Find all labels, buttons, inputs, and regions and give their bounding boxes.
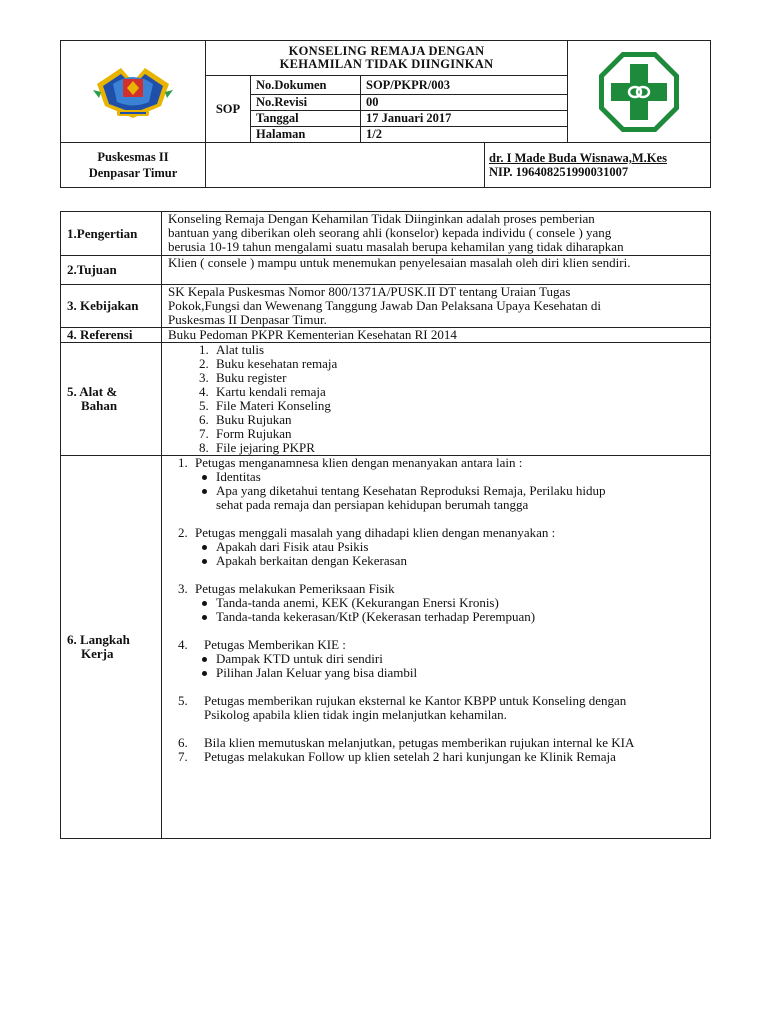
row-pengertian: [61, 212, 711, 256]
step-5-line-1: Petugas memberikan rujukan eksternal ke Kantor KBPP untuk Konseling dengan: [204, 693, 627, 708]
kebijakan-line-1: SK Kepala Puskesmas Nomor 800/1371A/PUSK.II DT tentang Uraian Tugas: [168, 284, 571, 299]
langkah-label-line-1: 6. Langkah: [67, 632, 130, 647]
value-kebijakan: [162, 285, 711, 328]
row-tujuan: [61, 256, 711, 285]
list-item: 3. Buku register: [212, 371, 704, 385]
row-langkah-kerja: [61, 456, 711, 839]
bullet-item: Dampak KTD untuk diri sendiri: [200, 652, 704, 666]
list-item: 8. File jejaring PKPR: [212, 441, 704, 455]
org-line-1: Puskesmas II: [97, 150, 169, 164]
step-text: Bila klien memutuskan melanjutkan, petugas memberikan rujukan internal ke KIA: [204, 735, 635, 750]
step-6: [168, 736, 704, 750]
signer-block: [485, 143, 711, 188]
label-alat-bahan: [61, 343, 162, 456]
bullet-item: Apakah berkaitan dengan Kekerasan: [200, 554, 704, 568]
step-2: [168, 526, 704, 540]
label-tujuan: 2.Tujuan: [61, 256, 162, 285]
bullet-item: Tanda-tanda anemi, KEK (Kekurangan Enersi Kronis): [200, 596, 704, 610]
meta-value-no-dokumen: SOP/PKPR/003: [361, 76, 568, 95]
value-referensi: Buku Pedoman PKPR Kementerian Kesehatan RI 2014: [162, 328, 711, 343]
value-tujuan: Klien ( consele ) mampu untuk menemukan penyelesaian masalah oleh diri klien sendiri.: [162, 256, 711, 285]
value-langkah-kerja: [162, 456, 711, 839]
document-title: [206, 41, 568, 76]
meta-key-no-dokumen: No.Dokumen: [251, 76, 361, 95]
kebijakan-line-2: Pokok,Fungsi dan Wewenang Tanggung Jawab Dan Pelaksana Upaya Kesehatan di: [168, 298, 601, 313]
meta-key-halaman: Halaman: [251, 127, 361, 143]
bullet-line-1: Apa yang diketahui tentang Kesehatan Reproduksi Remaja, Perilaku hidup: [216, 483, 606, 498]
step-text: [168, 694, 704, 722]
meta-key-tanggal: Tanggal: [251, 111, 361, 127]
row-alat-bahan: [61, 343, 711, 456]
signer-nip: NIP. 196408251990031007: [489, 165, 629, 179]
step-1-bullets: [168, 470, 704, 512]
step-text: Petugas melakukan Follow up klien setelah 2 hari kunjungan ke Klinik Remaja: [204, 749, 616, 764]
regional-government-emblem-icon: [87, 62, 179, 122]
sop-label: SOP: [206, 76, 251, 143]
alat-label-line-2: Bahan: [81, 398, 118, 413]
step-7: [168, 750, 704, 764]
list-item: 6. Buku Rujukan: [212, 413, 704, 427]
step-5: [168, 694, 704, 722]
list-item: 5. File Materi Konseling: [212, 399, 704, 413]
left-logo-cell: [61, 41, 206, 143]
puskesmas-green-cross-icon: [598, 51, 680, 133]
step-number: 5.: [178, 693, 188, 708]
pengertian-line-3: berusia 10-19 tahun mengalami suatu masalah berupa kehamilan yang tidak diharapkan: [168, 239, 624, 254]
list-item: 1. Alat tulis: [212, 343, 704, 357]
row-kebijakan: [61, 285, 711, 328]
pengertian-line-1: Konseling Remaja Dengan Kehamilan Tidak Diinginkan adalah proses pemberian: [168, 211, 595, 226]
step-number: 4.: [178, 637, 188, 652]
step-text: Petugas melakukan Pemeriksaan Fisik: [195, 581, 395, 596]
step-number: 6.: [178, 735, 188, 750]
org-line-2: Denpasar Timur: [88, 166, 178, 180]
step-number: 3.: [178, 581, 188, 596]
bullet-line-2: sehat pada remaja dan persiapan kehidupan berumah tangga: [216, 497, 529, 512]
bullet-item: Tanda-tanda kekerasan/KtP (Kekerasan terhadap Perempuan): [200, 610, 704, 624]
bullet-item: Pilihan Jalan Keluar yang bisa diambil: [200, 666, 704, 680]
pengertian-line-2: bantuan yang diberikan oleh seorang ahli (konselor) kepada individu ( consele ) yang: [168, 225, 612, 240]
label-pengertian: 1.Pengertian: [61, 212, 162, 256]
step-4-bullets: [168, 652, 704, 680]
sop-content-table: [60, 211, 711, 839]
organization-name: [61, 143, 206, 188]
step-text: Petugas menganamnesa klien dengan menanyakan antara lain :: [195, 455, 523, 470]
meta-value-no-revisi: 00: [361, 95, 568, 111]
kebijakan-line-3: Puskesmas II Denpasar Timur.: [168, 312, 327, 327]
meta-key-no-revisi: No.Revisi: [251, 95, 361, 111]
row-referensi: [61, 328, 711, 343]
right-logo-cell: [568, 41, 711, 143]
step-5-line-2: Psikolog apabila klien tidak ingin melanjutkan kehamilan.: [204, 707, 507, 722]
title-line-2: KEHAMILAN TIDAK DIINGINKAN: [279, 57, 494, 71]
step-text: Petugas menggali masalah yang dihadapi klien dengan menanyakan :: [195, 525, 556, 540]
sop-header-table: [60, 40, 711, 188]
step-3-bullets: [168, 596, 704, 624]
alat-label-line-1: 5. Alat &: [67, 384, 118, 399]
bullet-item: Apakah dari Fisik atau Psikis: [200, 540, 704, 554]
signer-name: dr. I Made Buda Wisnawa,M.Kes: [489, 151, 667, 165]
step-2-bullets: [168, 540, 704, 568]
step-number: 7.: [178, 749, 188, 764]
langkah-label-line-2: Kerja: [81, 646, 114, 661]
list-item: 4. Kartu kendali remaja: [212, 385, 704, 399]
step-number: 2.: [178, 525, 188, 540]
alat-bahan-list: [168, 343, 704, 455]
title-line-1: KONSELING REMAJA DENGAN: [288, 44, 485, 58]
value-pengertian: [162, 212, 711, 256]
bullet-item: [200, 484, 704, 512]
step-4: [168, 638, 704, 652]
meta-value-tanggal: 17 Januari 2017: [361, 111, 568, 127]
blank-cell: [206, 143, 485, 188]
step-number: 1.: [178, 455, 188, 470]
list-item: 7. Form Rujukan: [212, 427, 704, 441]
list-item: 2. Buku kesehatan remaja: [212, 357, 704, 371]
step-3: [168, 582, 704, 596]
step-text: Petugas Memberikan KIE :: [204, 637, 346, 652]
label-langkah-kerja: [61, 456, 162, 839]
step-1: [168, 456, 704, 470]
meta-value-halaman: 1/2: [361, 127, 568, 143]
value-alat-bahan: [162, 343, 711, 456]
label-referensi: 4. Referensi: [61, 328, 162, 343]
label-kebijakan: 3. Kebijakan: [61, 285, 162, 328]
bullet-item: Identitas: [200, 470, 704, 484]
